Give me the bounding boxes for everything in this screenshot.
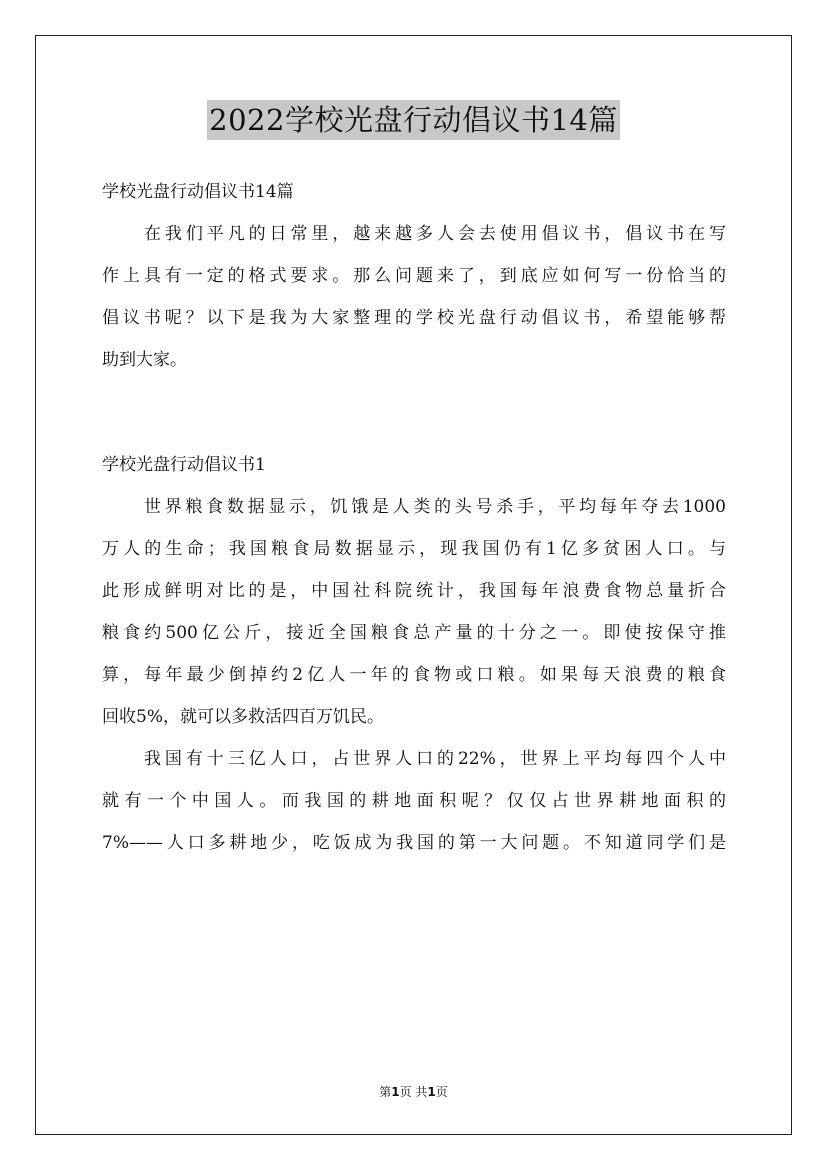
intro-line: 作上具有一定的格式要求。那么问题来了，到底应如何写一份恰当的 (102, 266, 726, 286)
intro-line: 倡议书呢？以下是我为大家整理的学校光盘行动倡议书，希望能够帮 (102, 308, 726, 328)
document-body (102, 171, 726, 864)
para2-line: 我国有十三亿人口，占世界人口的22%，世界上平均每四个人中 (144, 749, 726, 769)
para1-line: 粮食约500亿公斤，接近全国粮食总产量的十分之一。即使按保守推 (102, 623, 726, 643)
para1-line: 回收5%，就可以多救活四百万饥民。 (102, 707, 384, 727)
footer-page-mid: 页 共 (399, 1085, 428, 1099)
footer-page-suffix: 页 (435, 1085, 448, 1099)
footer-page-prefix: 第 (379, 1085, 392, 1099)
intro-line: 助到大家。 (102, 350, 187, 370)
title-wrap (0, 100, 827, 140)
para2-line: 就有一个中国人。而我国的耕地面积呢？仅仅占世界耕地面积的 (102, 791, 726, 811)
para1-line: 算，每年最少倒掉约2亿人一年的食物或口粮。如果每天浪费的粮食 (102, 665, 726, 685)
section-heading: 学校光盘行动倡议书1 (102, 455, 266, 475)
para1-line: 此形成鲜明对比的是，中国社科院统计，我国每年浪费食物总量折合 (102, 581, 726, 601)
paragraph-gap (102, 381, 726, 444)
para2-line: 7%——人口多耕地少，吃饭成为我国的第一大问题。不知道同学们是 (102, 833, 726, 853)
document-subtitle: 学校光盘行动倡议书14篇 (102, 182, 294, 202)
para1-line: 世界粮食数据显示，饥饿是人类的头号杀手，平均每年夺去1000 (144, 497, 726, 517)
document-title: 2022学校光盘行动倡议书14篇 (207, 100, 620, 140)
page-footer (0, 1084, 827, 1100)
footer-page-current: 1 (391, 1085, 400, 1099)
para1-line: 万人的生命；我国粮食局数据显示，现我国仍有1亿多贫困人口。与 (102, 539, 726, 559)
footer-page-total: 1 (427, 1085, 436, 1099)
intro-line: 在我们平凡的日常里，越来越多人会去使用倡议书，倡议书在写 (144, 224, 726, 244)
